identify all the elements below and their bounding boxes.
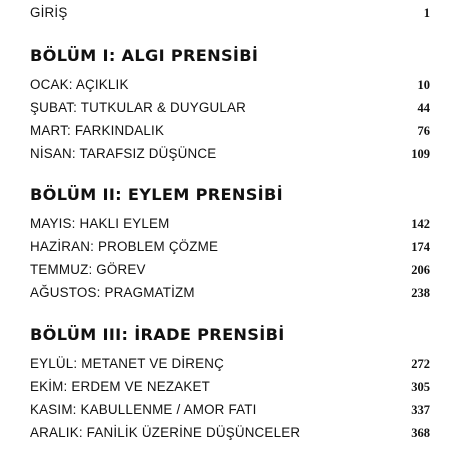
part-title: BÖLÜM II: EYLEM PRENSİBİ [30, 185, 283, 204]
toc-entry-page: 337 [411, 403, 430, 417]
toc-part-1 [30, 44, 430, 165]
toc-entry-title: MART: FARKINDALIK [30, 123, 165, 138]
toc-entry-title: GİRİŞ [30, 5, 68, 20]
toc-part-2 [30, 183, 430, 304]
part-entries [30, 352, 430, 444]
toc-entry-title: ARALIK: FANİLİK ÜZERİNE DÜŞÜNCELER [30, 425, 301, 440]
toc-entry-title: AĞUSTOS: PRAGMATİZM [30, 285, 195, 300]
toc-entry-page: 272 [411, 357, 430, 371]
toc-entry [30, 352, 430, 375]
toc-entry [30, 421, 430, 444]
toc-entry [30, 375, 430, 398]
toc-entry-title: HAZİRAN: PROBLEM ÇÖZME [30, 239, 219, 254]
toc-entry [30, 142, 430, 165]
part-title: BÖLÜM I: ALGI PRENSİBİ [30, 46, 259, 65]
toc-entry [30, 212, 430, 235]
toc-entry [30, 258, 430, 281]
toc-entry-page: 44 [417, 101, 430, 115]
toc-entry-page: 10 [417, 78, 430, 92]
toc-entry-page: 174 [411, 240, 430, 254]
toc-entry-title: EKİM: ERDEM VE NEZAKET [30, 379, 210, 394]
toc-entry-title: KASIM: KABULLENME / AMOR FATI [30, 402, 257, 417]
part-entries [30, 73, 430, 165]
toc-entry-title: ŞUBAT: TUTKULAR & DUYGULAR [30, 100, 247, 115]
toc-entry [30, 398, 430, 421]
toc-part-3 [30, 323, 430, 444]
toc-entry [30, 235, 430, 258]
toc-entry-page: 109 [411, 147, 430, 161]
part-entries [30, 212, 430, 304]
part-title: BÖLÜM III: İRADE PRENSİBİ [30, 325, 285, 344]
toc-entry-title: MAYIS: HAKLI EYLEM [30, 216, 170, 231]
toc-entry-title: TEMMUZ: GÖREV [30, 262, 146, 277]
toc-entry-title: NİSAN: TARAFSIZ DÜŞÜNCE [30, 146, 217, 161]
toc-entry [30, 96, 430, 119]
toc-entry-page: 206 [411, 263, 430, 277]
toc-entry-page: 1 [423, 6, 430, 20]
toc-entry-title: OCAK: AÇIKLIK [30, 77, 129, 92]
toc-entry-page: 305 [411, 380, 430, 394]
toc-entry [30, 119, 430, 142]
toc-entry [30, 73, 430, 96]
toc-entry-page: 76 [417, 124, 430, 138]
toc-entry-page: 142 [411, 217, 430, 231]
toc-entry [30, 281, 430, 304]
toc-entry-page: 368 [411, 426, 430, 440]
toc-entry-page: 238 [411, 286, 430, 300]
toc-entry-title: EYLÜL: METANET VE DİRENÇ [30, 356, 225, 371]
toc-entry-intro [30, 1, 430, 24]
